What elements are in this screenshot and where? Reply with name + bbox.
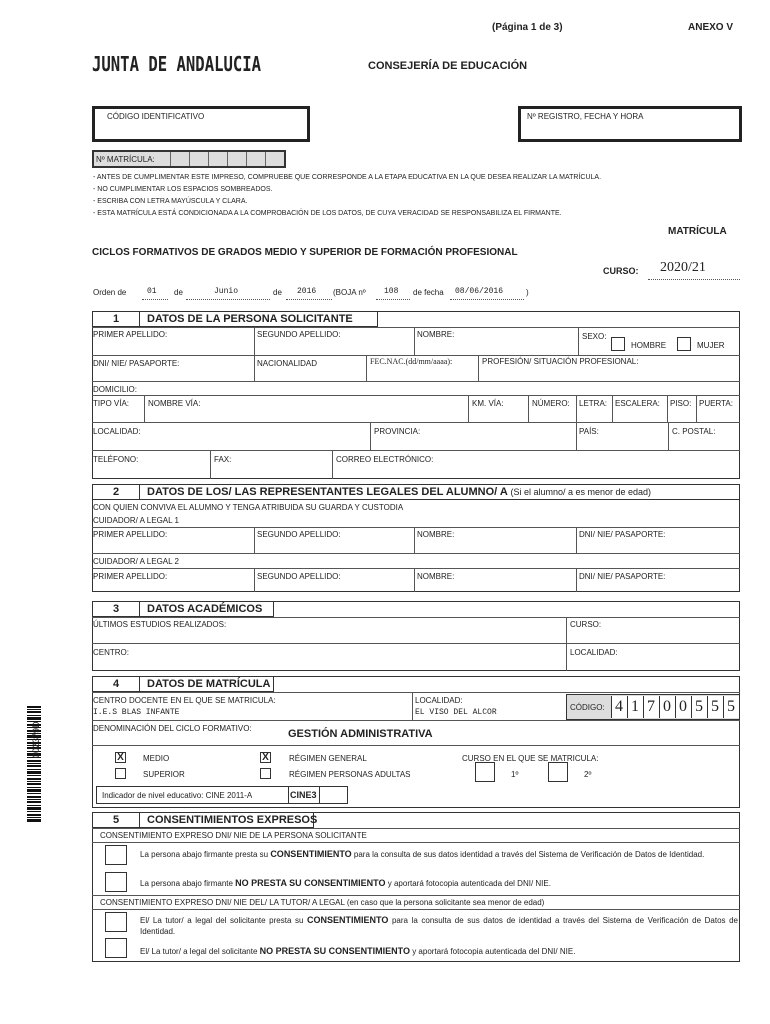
orden-year: 2016 [297, 287, 317, 296]
s5-c1b-pre: La persona abajo firmante [140, 879, 236, 888]
s3-ultimos: ÚLTIMOS ESTUDIOS REALIZADOS: [93, 620, 227, 629]
orden-de2: de [273, 288, 282, 297]
s2-cuidador2: CUIDADOR/ A LEGAL 2 [93, 557, 179, 566]
matricula-number-label: Nº MATRÍCULA: [96, 155, 155, 164]
s4-denominacion-label: DENOMINACIÓN DEL CICLO FORMATIVO: [93, 724, 252, 733]
s1-provincia: PROVINCIA: [374, 427, 421, 436]
s5-c1a-post: para la consulta de sus datos identidad a través del Sistema de Verificación de Datos de Identidad. [351, 850, 705, 859]
section-3-header [92, 601, 274, 617]
fecha-value: 08/06/2016 [455, 287, 504, 296]
s1-hombre: HOMBRE [631, 341, 667, 350]
orden-label: Orden de [93, 288, 127, 297]
s3-centro: CENTRO: [93, 648, 129, 657]
boja-num: 108 [384, 287, 399, 296]
s5-c1a-pre: La persona abajo firmante presta su [140, 850, 271, 859]
registro-box [518, 106, 742, 142]
s2-c1-primer-apellido: PRIMER APELLIDO: [93, 530, 168, 539]
section-5-header [92, 812, 318, 828]
section-2-subtitle: (Si el alumno/ a es menor de edad) [510, 487, 652, 497]
s1-nombre: NOMBRE: [417, 330, 455, 339]
s1-domicilio: DOMICILIO: [93, 385, 138, 394]
s4-indicador-label: Indicador de nivel educativo: CINE 2011-A [102, 791, 253, 800]
s5-consent-1-no [140, 878, 551, 889]
superior-checkbox[interactable] [115, 768, 126, 779]
fecha-label: de fecha [413, 288, 444, 297]
s1-numero: NÚMERO: [532, 399, 570, 408]
codigo-digit: 5 [707, 696, 722, 718]
curso-1-checkbox[interactable] [475, 762, 495, 782]
consent-2-no-checkbox[interactable] [105, 938, 127, 958]
codigo-digit: 0 [675, 696, 690, 718]
org-logo-text: JUNTA DE ANDALUCIA [92, 52, 262, 76]
s1-km: KM. VÍA: [472, 399, 504, 408]
side-code: 002379D [31, 721, 41, 758]
registro-label: Nº REGISTRO, FECHA Y HORA [527, 112, 644, 121]
orden-de1: de [174, 288, 183, 297]
s2-cuidador1: CUIDADOR/ A LEGAL 1 [93, 516, 179, 525]
s2-c2-dni: DNI/ NIE/ PASAPORTE: [579, 572, 666, 581]
curso-value: 2020/21 [660, 260, 706, 275]
s5-c2a-bold: CONSENTIMIENTO [307, 915, 389, 925]
s1-profesion: PROFESIÓN/ SITUACIÓN PROFESIONAL: [482, 357, 639, 366]
s5-consent-2-no [140, 946, 575, 957]
s4-regimen-adultas: RÉGIMEN PERSONAS ADULTAS [289, 770, 411, 779]
s1-fecnac: FEC.NAC.(dd/mm/aaaa): [370, 357, 453, 366]
hombre-checkbox[interactable] [611, 337, 625, 351]
codigo-digits [611, 696, 739, 718]
matricula-title: MATRÍCULA [668, 226, 727, 237]
s1-segundo-apellido: SEGUNDO APELLIDO: [257, 330, 341, 339]
s2-c2-nombre: NOMBRE: [417, 572, 455, 581]
s1-sexo: SEXO: [582, 332, 607, 341]
medio-checkbox[interactable]: X [115, 752, 126, 763]
codigo-label: CÓDIGO IDENTIFICATIVO [107, 112, 205, 121]
section-3-number: 3 [93, 602, 140, 616]
section-2-number: 2 [93, 485, 140, 499]
s5-consent-1 [140, 849, 738, 860]
s5-consent-2 [140, 915, 738, 937]
orden-day: 01 [147, 287, 157, 296]
matricula-number-box [92, 150, 286, 168]
s1-letra: LETRA: [579, 399, 608, 408]
section-4-number: 4 [93, 677, 140, 691]
s1-localidad: LOCALIDAD: [93, 427, 141, 436]
section-4-title: DATOS DE MATRÍCULA [147, 678, 271, 690]
section-3-title: DATOS ACADÉMICOS [147, 603, 263, 615]
s4-centro-value: I.E.S BLAS INFANTE [93, 708, 180, 717]
s4-indicador-value: CINE3 [290, 790, 317, 800]
s4-regimen-general: RÉGIMEN GENERAL [289, 754, 367, 763]
consent-1-checkbox[interactable] [105, 845, 127, 865]
instruction-4: - ESTA MATRÍCULA ESTÁ CONDICIONADA A LA COMPROBACIÓN DE LOS DATOS, DE CUYA VERACIDAD SE RESPONSABILIZA EL FIRMANTE. [93, 210, 562, 217]
instruction-1: - ANTES DE CUMPLIMENTAR ESTE IMPRESO, COMPRUEBE QUE CORRESPONDE A LA ETAPA EDUCATIVA EN LA QUE DESEA REALIZAR LA MATRÍCULA. [93, 174, 602, 181]
s1-nombre-via: NOMBRE VÍA: [148, 399, 201, 408]
s4-localidad-label: LOCALIDAD: [415, 696, 463, 705]
mujer-checkbox[interactable] [677, 337, 691, 351]
curso-label: CURSO: [603, 266, 639, 276]
s5-c2b-pre: El/ La tutor/ a legal del solicitante [140, 947, 260, 956]
ciclos-title: CICLOS FORMATIVOS DE GRADOS MEDIO Y SUPERIOR DE FORMACIÓN PROFESIONAL [92, 247, 518, 258]
dept-title: CONSEJERÍA DE EDUCACIÓN [368, 60, 528, 72]
s1-mujer: MUJER [697, 341, 725, 350]
consent-2-checkbox[interactable] [105, 912, 127, 932]
codigo-digit: 4 [611, 696, 626, 718]
s2-c2-segundo-apellido: SEGUNDO APELLIDO: [257, 572, 341, 581]
boja-label: (BOJA nº [333, 288, 366, 297]
instruction-3: - ESCRIBA CON LETRA MAYÚSCULA Y CLARA. [93, 198, 248, 205]
section-1-header [92, 311, 378, 327]
orden-close: ) [526, 288, 529, 297]
s5-c2b-bold: NO PRESTA SU CONSENTIMIENTO [259, 946, 410, 956]
section-2-title-text: DATOS DE LOS/ LAS REPRESENTANTES LEGALES DEL ALUMNO/ A [147, 486, 508, 498]
s1-cpostal: C. POSTAL: [672, 427, 716, 436]
section-4-header [92, 676, 274, 692]
s2-conviva: CON QUIEN CONVIVA EL ALUMNO Y TENGA ATRIBUIDA SU GUARDA Y CUSTODIA [93, 503, 404, 512]
s1-escalera: ESCALERA: [615, 399, 660, 408]
s2-c1-dni: DNI/ NIE/ PASAPORTE: [579, 530, 666, 539]
s1-telefono: TELÉFONO: [93, 455, 139, 464]
indicador-box [96, 786, 348, 804]
codigo-box-s4 [566, 694, 740, 720]
s4-denominacion-value: GESTIÓN ADMINISTRATIVA [288, 728, 433, 740]
s4-segundo: 2º [584, 770, 592, 779]
s1-piso: PISO: [670, 399, 692, 408]
codigo-digit: 7 [643, 696, 658, 718]
s2-c1-nombre: NOMBRE: [417, 530, 455, 539]
s3-localidad: LOCALIDAD: [570, 648, 618, 657]
s5-c1a-bold: CONSENTIMIENTO [270, 849, 352, 859]
s1-dni: DNI/ NIE/ PASAPORTE: [93, 359, 180, 368]
s1-primer-apellido: PRIMER APELLIDO: [93, 330, 168, 339]
codigo-digit: 5 [691, 696, 706, 718]
section-1-number: 1 [93, 312, 140, 326]
s1-puerta: PUERTA: [699, 399, 733, 408]
s2-c2-primer-apellido: PRIMER APELLIDO: [93, 572, 168, 581]
orden-month: Junio [214, 287, 239, 296]
s5-sub1: CONSENTIMIENTO EXPRESO DNI/ NIE DE LA PERSONA SOLICITANTE [100, 831, 367, 840]
s2-c1-segundo-apellido: SEGUNDO APELLIDO: [257, 530, 341, 539]
s4-codigo-label: CÓDIGO: [570, 703, 605, 712]
s5-c2b-post: y aportará fotocopia autenticada del DNI/ NIE. [409, 947, 576, 956]
section-5-title: CONSENTIMIENTOS EXPRESOS [147, 814, 318, 826]
s4-localidad-value: EL VISO DEL ALCOR [415, 708, 497, 717]
section-2-title [147, 485, 651, 499]
s5-c1b-post: y aportará fotocopia autenticada del DNI/ NIE. [385, 879, 551, 888]
codigo-digit: 5 [723, 696, 738, 718]
section-5-number: 5 [93, 813, 140, 827]
s4-medio: MEDIO [143, 754, 170, 763]
s5-c2a-pre: El/ La tutor/ a legal del solicitante presta su [140, 916, 308, 925]
consent-1-no-checkbox[interactable] [105, 872, 127, 892]
regimen-adultas-checkbox[interactable] [260, 768, 271, 779]
codigo-digit: 1 [627, 696, 642, 718]
s1-nacionalidad: NACIONALIDAD [257, 359, 318, 368]
s5-c2a-post: para la consulta de sus datos de identidad a través del Sistema de Verificación de Datos de Identidad. [140, 916, 739, 936]
s4-primero: 1º [511, 770, 519, 779]
s1-pais: PAÍS: [579, 427, 599, 436]
s1-fax: FAX: [214, 455, 232, 464]
s1-tipo-via: TIPO VÍA: [93, 399, 130, 408]
matricula-cells [170, 152, 284, 166]
s4-centro-label: CENTRO DOCENTE EN EL QUE SE MATRICULA: [93, 696, 276, 705]
section-1-title: DATOS DE LA PERSONA SOLICITANTE [147, 313, 353, 325]
s4-indicador-value-box [288, 786, 320, 804]
annex-label: ANEXO V [688, 22, 734, 33]
s4-superior: SUPERIOR [143, 770, 185, 779]
regimen-general-checkbox[interactable]: X [260, 752, 271, 763]
instruction-2: - NO CUMPLIMENTAR LOS ESPACIOS SOMBREADOS. [93, 186, 273, 193]
s4-curso-matricula: CURSO EN EL QUE SE MATRICULA: [462, 754, 599, 763]
page-indicator: (Página 1 de 3) [492, 22, 563, 33]
curso-2-checkbox[interactable] [548, 762, 568, 782]
section-2-header [92, 484, 740, 500]
codigo-box [92, 106, 310, 142]
s5-sub2: CONSENTIMIENTO EXPRESO DNI/ NIE DEL/ LA TUTOR/ A LEGAL (en caso que la persona solicitante sea menor de edad) [100, 898, 545, 907]
codigo-digit: 0 [659, 696, 674, 718]
s1-correo: CORREO ELECTRÓNICO: [336, 455, 434, 464]
s5-c1b-bold: NO PRESTA SU CONSENTIMIENTO [235, 878, 386, 888]
s3-curso: CURSO: [570, 620, 602, 629]
